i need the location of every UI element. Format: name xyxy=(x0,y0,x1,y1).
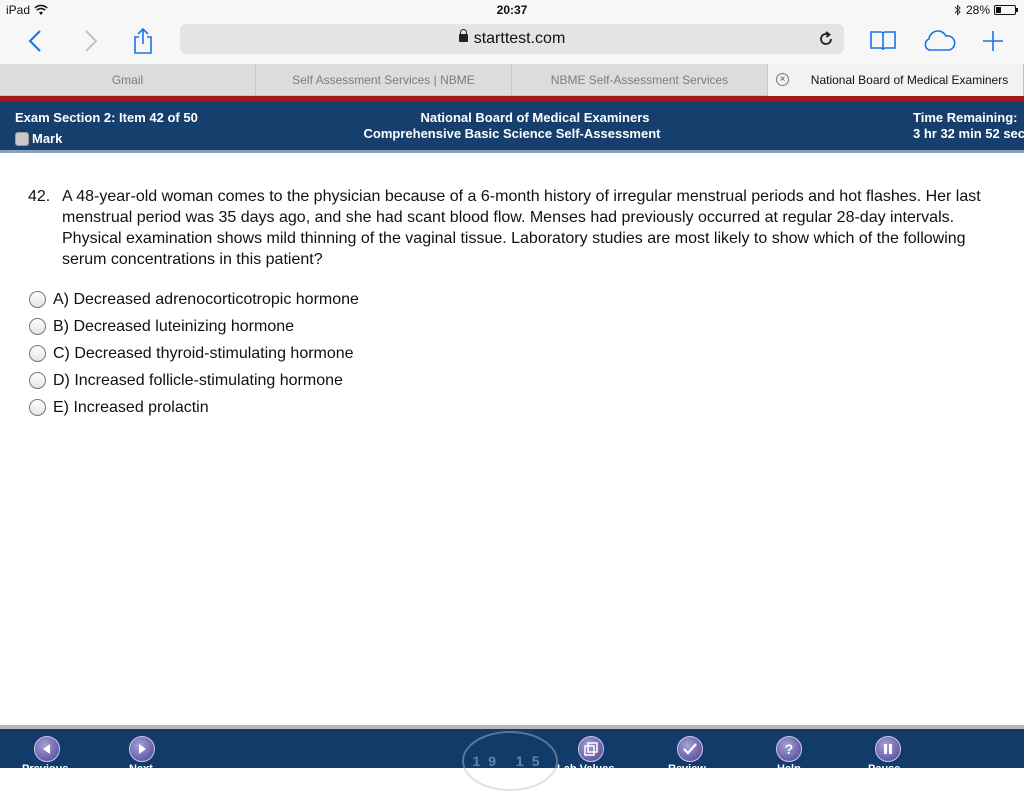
question-stem: A 48-year-old woman comes to the physician because of a 6-month history of irregular menstrual periods and hot flashes. Her last menstrual period was 35 days ago, and she had scant blood flow. Menses had previously occurred at regular 28-day intervals. Physical examination shows mild thinning of the vaginal tissue. Laboratory studies are most likely to show which of the following serum concentrations in this patient? xyxy=(62,188,981,268)
chevron-left-icon xyxy=(28,29,42,53)
battery-percent: 28% xyxy=(965,3,990,17)
plus-icon xyxy=(982,30,1004,52)
bookmarks-button[interactable] xyxy=(868,26,898,56)
nbme-seal xyxy=(462,731,558,791)
answer-options xyxy=(29,286,359,421)
time-remaining xyxy=(913,110,1024,142)
battery-icon xyxy=(994,5,1016,15)
tab-label: Gmail xyxy=(111,73,144,87)
reload-button[interactable] xyxy=(814,27,838,51)
review-button[interactable] xyxy=(677,736,703,762)
option-label: E) Increased prolactin xyxy=(53,398,209,416)
tab-gmail[interactable] xyxy=(0,64,256,96)
option-label: D) Increased follicle-stimulating hormone xyxy=(53,371,343,389)
bluetooth-icon xyxy=(954,4,962,16)
device-name: iPad xyxy=(6,3,31,17)
lab-values-icon xyxy=(584,742,598,756)
tab-nbme-self-assessment[interactable] xyxy=(512,64,768,96)
help-icon: ? xyxy=(784,741,794,757)
arrow-right-icon xyxy=(136,743,148,755)
question-number: 42. xyxy=(28,188,51,205)
option-a[interactable] xyxy=(29,286,359,313)
share-button[interactable] xyxy=(128,26,158,56)
back-button[interactable] xyxy=(20,26,50,56)
option-label: A) Decreased adrenocorticotropic hormone xyxy=(53,290,359,308)
tab-national-board[interactable] xyxy=(768,64,1024,96)
help-button[interactable] xyxy=(776,736,802,762)
help-label: Help xyxy=(777,763,801,775)
tab-label: Self Assessment Services | NBME xyxy=(292,73,475,87)
reload-icon xyxy=(818,31,834,47)
new-tab-button[interactable] xyxy=(978,26,1008,56)
exam-title: Comprehensive Basic Science Self-Assessment xyxy=(363,126,661,141)
previous-label: Previous xyxy=(22,763,69,775)
header-bottom-border xyxy=(0,150,1024,153)
share-icon xyxy=(132,27,154,55)
option-b[interactable] xyxy=(29,313,359,340)
exam-footer xyxy=(0,729,1024,775)
tab-bar xyxy=(0,64,1024,96)
radio-button[interactable] xyxy=(29,372,46,389)
icloud-tabs-button[interactable] xyxy=(924,26,954,56)
option-c[interactable] xyxy=(29,340,359,367)
url-text: starttest.com xyxy=(473,30,566,47)
radio-button[interactable] xyxy=(29,345,46,362)
pause-button[interactable] xyxy=(875,736,901,762)
lab-values-button[interactable] xyxy=(578,736,604,762)
option-e[interactable] xyxy=(29,394,359,421)
cloud-icon xyxy=(921,30,957,52)
review-label: Review xyxy=(668,763,706,775)
browser-toolbar xyxy=(0,20,1024,64)
next-label: Next xyxy=(129,763,153,775)
status-bar xyxy=(0,0,1024,20)
option-d[interactable] xyxy=(29,367,359,394)
time-value: 3 hr 32 min 52 sec xyxy=(913,126,1025,141)
arrow-left-icon xyxy=(41,743,53,755)
address-bar[interactable] xyxy=(180,24,844,54)
pause-icon xyxy=(883,743,893,755)
tab-label: NBME Self-Assessment Services xyxy=(550,73,729,87)
lab-values-label: Lab Values xyxy=(557,763,615,775)
forward-button[interactable] xyxy=(76,26,106,56)
mark-label: Mark xyxy=(32,131,63,146)
previous-button[interactable] xyxy=(34,736,60,762)
radio-button[interactable] xyxy=(29,318,46,335)
exam-header xyxy=(0,102,1024,150)
option-label: B) Decreased luteinizing hormone xyxy=(53,317,295,335)
radio-button[interactable] xyxy=(29,399,46,416)
pause-label: Pause xyxy=(868,763,901,775)
radio-button[interactable] xyxy=(29,291,46,308)
option-label: C) Decreased thyroid-stimulating hormone xyxy=(53,344,354,362)
close-tab-icon[interactable]: × xyxy=(776,73,789,86)
tab-self-assessment-services[interactable] xyxy=(256,64,512,96)
checkmark-icon xyxy=(683,743,697,755)
lock-icon xyxy=(459,34,468,42)
item-counter: Exam Section 2: Item 42 of 50 xyxy=(15,110,198,125)
chevron-right-icon xyxy=(84,29,98,53)
seal-text: 19 15 xyxy=(472,753,548,769)
next-button[interactable] xyxy=(129,736,155,762)
org-name: National Board of Medical Examiners xyxy=(420,110,650,125)
book-icon xyxy=(869,30,897,52)
time-label: Time Remaining: xyxy=(913,110,1018,125)
status-time: 20:37 xyxy=(496,3,528,17)
tab-label: National Board of Medical Examiners xyxy=(810,73,1009,87)
